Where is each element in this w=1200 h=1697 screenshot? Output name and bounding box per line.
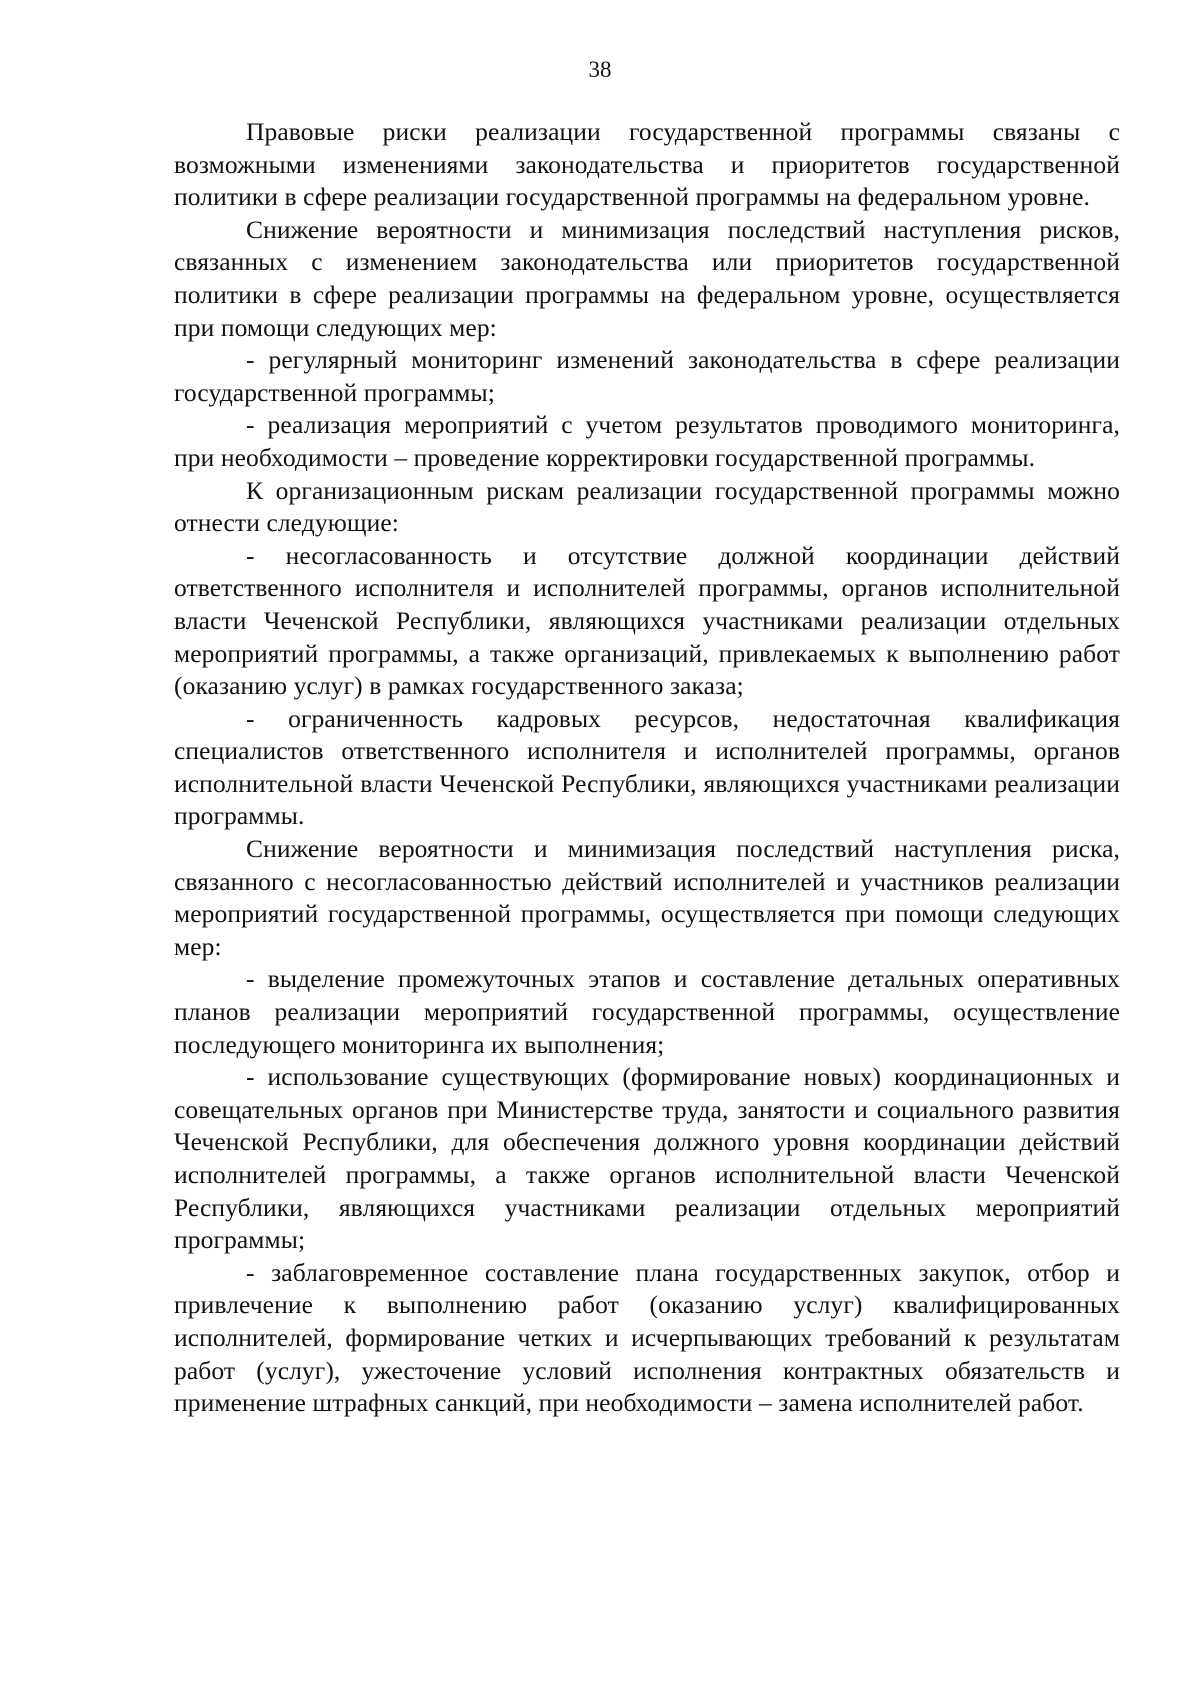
paragraph-coordination-risk-mitigation: Снижение вероятности и минимизация последствий наступления риска, связанного с несогласованностью действий исполнителей и участников реализации мероприятий государственной программы, осуществляется при помощи следующих мер: <box>174 834 1120 961</box>
list-item-implementation-adjustment: - реализация мероприятий с учетом результатов проводимого мониторинга, при необходимости – проведение корректировки государственной программы. <box>174 410 1120 472</box>
body-text <box>174 116 1120 1420</box>
paragraph-organizational-risks: К организационным рискам реализации государственной программы можно отнести следующие: <box>174 475 1120 538</box>
list-item-lack-of-coordination: - несогласованность и отсутствие должной координации действий ответственного исполнителя и исполнителей программы, органов исполнительной власти Чеченской Республики, являющихся участниками реализации отдельных мероприятий программы, а также организаций, привлекаемых к выполнению работ (оказанию услуг) в рамках государственного заказа; <box>174 540 1120 701</box>
list-item-procurement-planning: - заблаговременное составление плана государственных закупок, отбор и привлечение к выполнению работ (оказанию услуг) квалифицированных исполнителей, формирование четких и исчерпывающих требований к результатам работ (услуг), ужесточение условий исполнения контрактных обязательств и применение штрафных санкций, при необходимости – замена исполнителей работ. <box>174 1257 1120 1418</box>
list-item-coordination-bodies: - использование существующих (формирование новых) координационных и совещательных органов при Министерстве труда, занятости и социального развития Чеченской Республики, для обеспечения должного уровня координации действий исполнителей программы, а также органов исполнительной власти Чеченской Республики, являющихся участниками реализации отдельных мероприятий программы; <box>174 1062 1120 1255</box>
paragraph-legal-risk-mitigation: Снижение вероятности и минимизация последствий наступления рисков, связанных с изменением законодательства или приоритетов государственной политики в сфере реализации программы на федеральном уровне, осуществляется при помощи следующих мер: <box>174 214 1120 342</box>
page-number: 38 <box>588 57 612 82</box>
list-item-limited-staff: - ограниченность кадровых ресурсов, недостаточная квалификация специалистов ответственного исполнителя и исполнителей программы, органов исполнительной власти Чеченской Республики, являющихся участниками реализации программы. <box>174 703 1120 831</box>
paragraph-legal-risks: Правовые риски реализации государственной программы связаны с возможными изменениями законодательства и приоритетов государственной политики в сфере реализации государственной программы на федеральном уровне. <box>174 117 1120 212</box>
list-item-intermediate-stages: - выделение промежуточных этапов и составление детальных оперативных планов реализации мероприятий государственной программы, осуществление последующего мониторинга их выполнения; <box>174 964 1120 1059</box>
list-item-regular-monitoring: - регулярный мониторинг изменений законодательства в сфере реализации государственной программы; <box>174 345 1120 407</box>
